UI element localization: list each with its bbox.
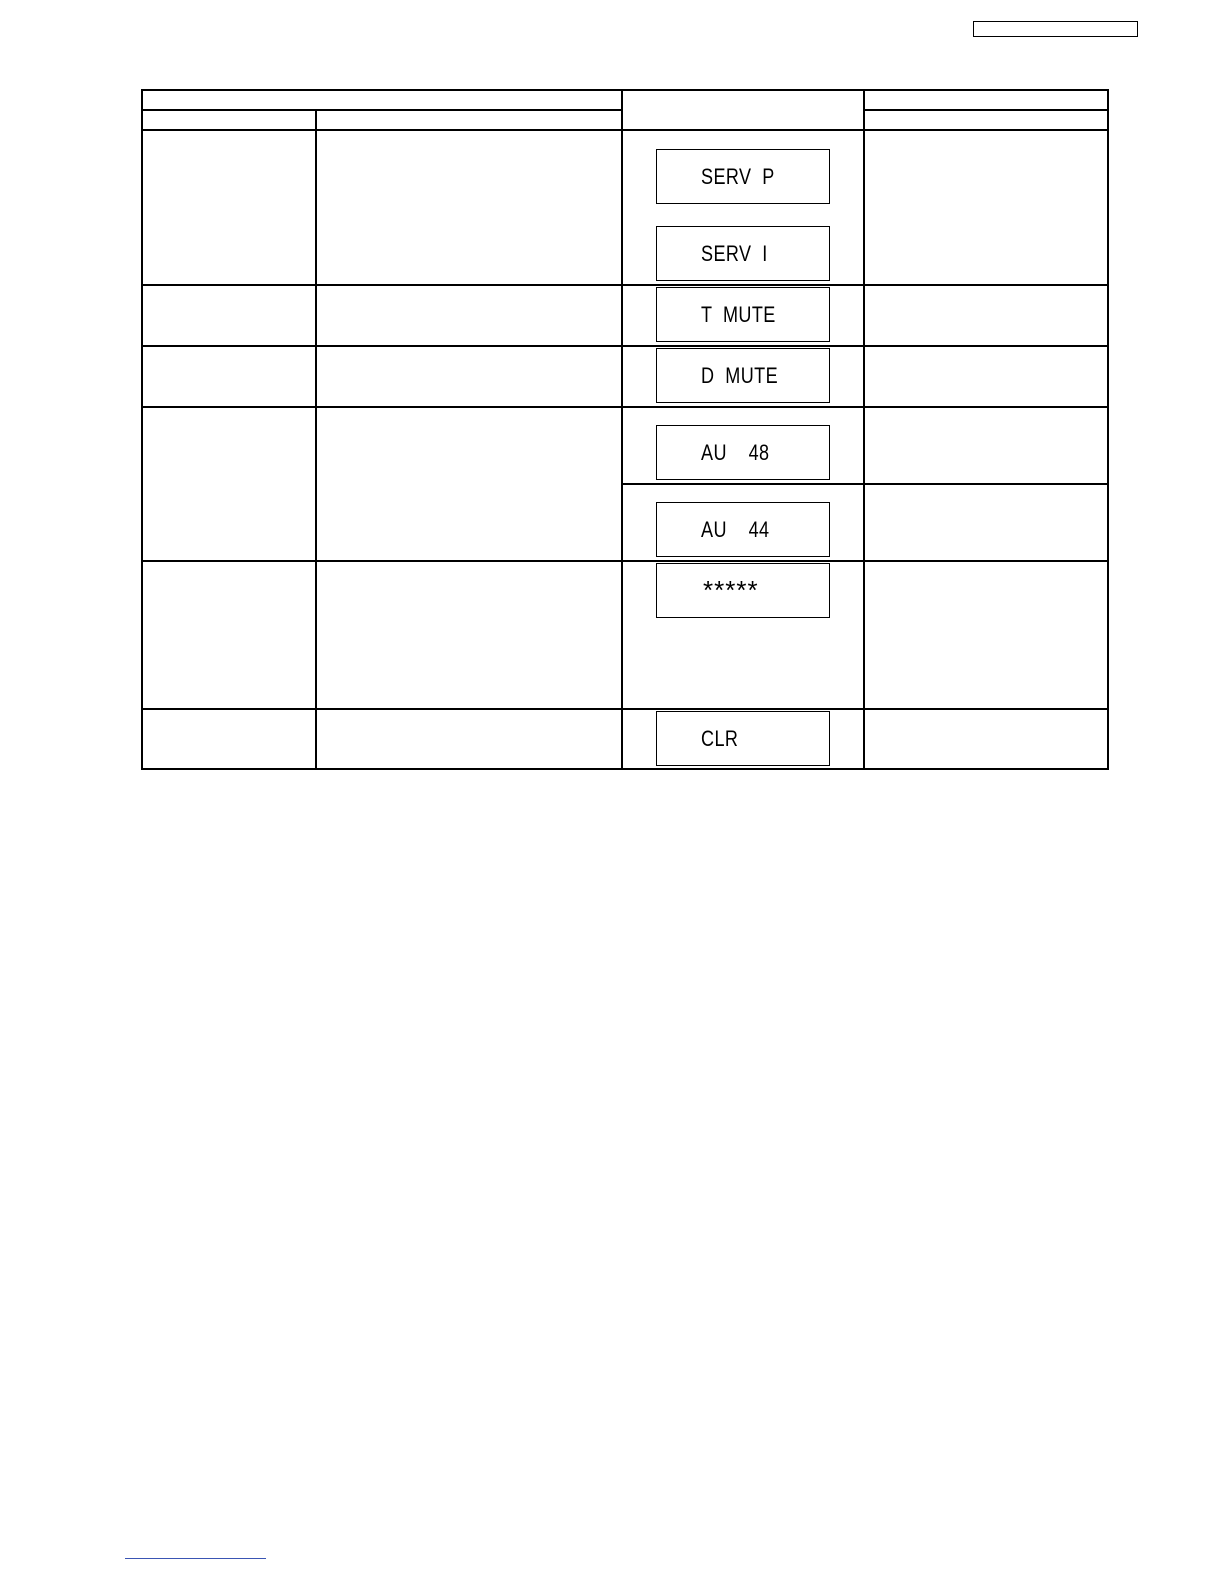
table-rule-row-3 xyxy=(141,406,1109,408)
display-serv-i xyxy=(656,226,830,281)
table-rule-right xyxy=(1107,89,1109,770)
display-clr xyxy=(656,711,830,766)
display-au-48 xyxy=(656,425,830,480)
display-t-mute xyxy=(656,287,830,342)
display-text: ***** xyxy=(703,575,759,605)
display-stars xyxy=(656,563,830,618)
table-rule-col-3 xyxy=(863,89,865,770)
display-au-44 xyxy=(656,502,830,557)
display-text: T MUTE xyxy=(701,301,776,327)
display-serv-p xyxy=(656,149,830,204)
footer-link[interactable] xyxy=(125,1558,266,1559)
table-rule-row-5 xyxy=(141,708,1109,710)
table-rule-header-split-right xyxy=(864,109,1109,111)
table-rule-left xyxy=(141,89,143,770)
table-rule-header-split xyxy=(141,109,622,111)
table-rule-top xyxy=(141,89,1109,91)
table-rule-row-4 xyxy=(141,560,1109,562)
display-d-mute xyxy=(656,348,830,403)
table-rule-bottom xyxy=(141,768,1109,770)
display-text: CLR xyxy=(701,725,739,751)
display-text: SERV I xyxy=(701,240,768,266)
table-rule-col-1 xyxy=(315,109,317,770)
display-text: SERV P xyxy=(701,163,775,189)
model-number-box xyxy=(973,21,1138,37)
table-rule-row-4-split xyxy=(622,483,1109,485)
display-text: D MUTE xyxy=(701,362,779,388)
table-rule-row-2 xyxy=(141,345,1109,347)
table-rule-col-2 xyxy=(621,89,623,770)
table-rule-row-1 xyxy=(141,284,1109,286)
display-text: AU 44 xyxy=(701,516,770,542)
table-rule-header-bottom xyxy=(141,129,1109,131)
service-display-table xyxy=(141,89,1109,770)
display-text: AU 48 xyxy=(701,439,770,465)
